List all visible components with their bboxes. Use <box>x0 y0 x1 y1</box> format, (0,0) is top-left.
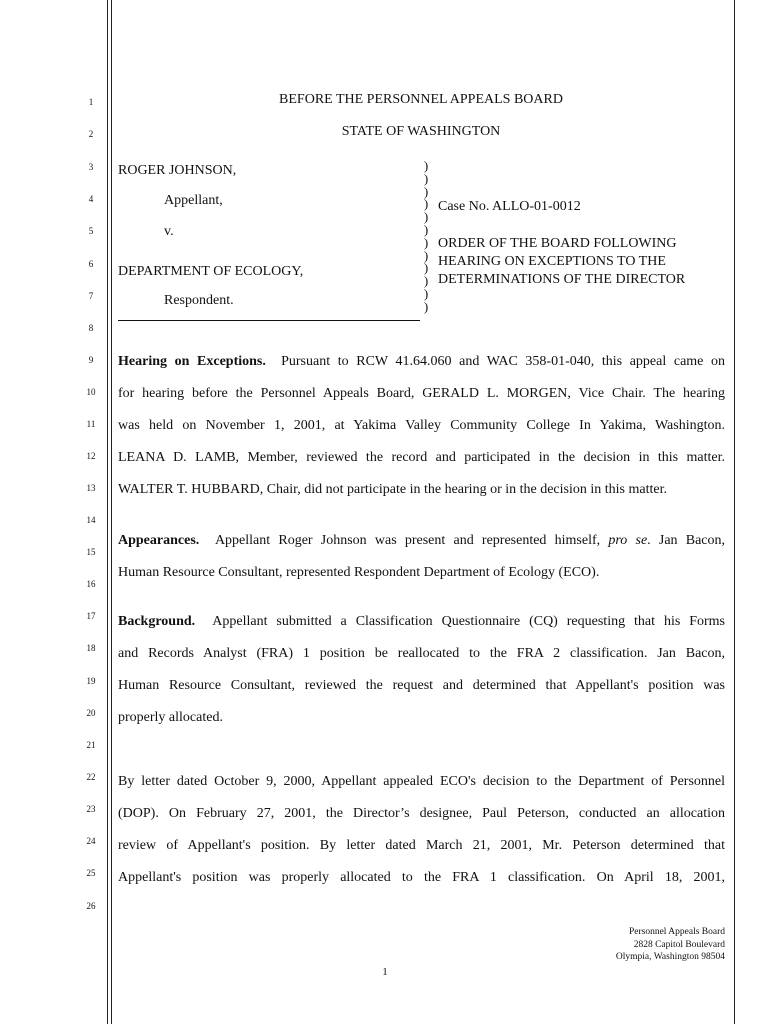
paragraph-line: Human Resource Consultant, reviewed the request and determined that Appellant's position was <box>118 678 725 693</box>
background-heading: Background. <box>118 614 196 629</box>
footer-address <box>616 926 725 964</box>
line-number: 4 <box>88 194 94 204</box>
line-number: 22 <box>86 772 96 782</box>
case-number: Case No. ALLO-01-0012 <box>438 199 581 214</box>
line-number: 6 <box>88 259 94 269</box>
appellant-role: Appellant, <box>164 193 223 208</box>
appellant-name: ROGER JOHNSON, <box>118 163 237 178</box>
order-title-line: DETERMINATIONS OF THE DIRECTOR <box>438 272 686 287</box>
line-number: 11 <box>86 419 96 429</box>
hearing-text: Pursuant to RCW 41.64.060 and WAC 358-01-040, this appeal came on <box>281 354 726 369</box>
line-number: 1 <box>88 97 94 107</box>
line-number: 17 <box>86 611 96 621</box>
line-number: 10 <box>86 387 96 397</box>
paren-mark: ) <box>423 196 429 212</box>
paren-mark: ) <box>423 209 429 225</box>
paren-mark: ) <box>423 247 429 263</box>
line-number: 14 <box>86 515 96 525</box>
respondent-name: DEPARTMENT OF ECOLOGY, <box>118 264 304 279</box>
paren-mark: ) <box>423 158 429 173</box>
paragraph-line <box>118 614 725 646</box>
footer-line: Personnel Appeals Board <box>628 927 725 937</box>
paragraph-line: properly allocated. <box>118 710 223 725</box>
line-number: 18 <box>86 643 96 653</box>
order-title-line: HEARING ON EXCEPTIONS TO THE <box>438 254 666 269</box>
left-margin-rule <box>107 0 108 1024</box>
hearing-heading: Hearing on Exceptions. <box>118 354 266 369</box>
paragraph-line: Appellant's position was properly allocated to the FRA 1 classification. On April 18, 2001, <box>118 870 725 885</box>
versus-label: v. <box>164 224 174 239</box>
caption-parentheses <box>420 160 432 314</box>
line-number: 5 <box>88 226 94 236</box>
paren-mark: ) <box>423 170 429 186</box>
paragraph-line <box>118 533 725 565</box>
line-number: 13 <box>86 483 96 493</box>
footer-line: 2828 Capitol Boulevard <box>633 939 725 950</box>
paragraph-line: LEANA D. LAMB, Member, reviewed the record and participated in the decision in this matter. <box>118 450 725 465</box>
state-title: STATE OF WASHINGTON <box>341 124 501 139</box>
appearances-text: . Jan Bacon, <box>647 533 726 548</box>
line-number: 26 <box>86 901 96 911</box>
paragraph-line: Human Resource Consultant, represented Respondent Department of Ecology (ECO). <box>118 565 600 580</box>
respondent-role: Respondent. <box>164 293 234 308</box>
appearances-heading: Appearances. <box>118 533 200 548</box>
paragraph-line: for hearing before the Personnel Appeals Board, GERALD L. MORGEN, Vice Chair. The hearing <box>118 386 725 401</box>
paren-mark: ) <box>423 221 429 237</box>
paragraph-line: By letter dated October 9, 2000, Appellant appealed ECO's decision to the Department of Personnel <box>118 774 725 789</box>
line-number: 3 <box>88 162 94 172</box>
line-number: 20 <box>86 708 96 718</box>
appearances-paragraph <box>118 533 725 597</box>
hearing-paragraph <box>118 354 725 514</box>
line-number: 2 <box>88 129 94 139</box>
background-text: Appellant submitted a Classification Questionnaire (CQ) requesting that his Forms <box>212 614 725 629</box>
line-number: 21 <box>86 740 96 750</box>
paren-mark: ) <box>423 183 429 199</box>
caption-underline <box>118 320 420 321</box>
paren-mark: ) <box>423 298 429 314</box>
paren-mark: ) <box>423 234 429 250</box>
paren-mark: ) <box>423 273 429 289</box>
left-margin-rule-inner <box>111 0 112 1024</box>
background-paragraph <box>118 614 725 742</box>
line-number: 15 <box>86 547 96 557</box>
letter-paragraph <box>118 774 725 902</box>
paragraph-line: WALTER T. HUBBARD, Chair, did not participate in the hearing or in the decision in this matter. <box>118 482 667 497</box>
line-number: 9 <box>88 355 94 365</box>
line-number: 23 <box>86 804 96 814</box>
paragraph-line: and Records Analyst (FRA) 1 position be reallocated to the FRA 2 classification. Jan Bacon, <box>118 646 725 661</box>
line-number: 7 <box>88 291 94 301</box>
board-title: BEFORE THE PERSONNEL APPEALS BOARD <box>279 92 563 107</box>
appearances-text: Appellant Roger Johnson was present and represented himself, <box>214 533 601 548</box>
line-number: 12 <box>86 451 96 461</box>
paragraph-line: review of Appellant's position. By letter dated March 21, 2001, Mr. Peterson determined that <box>118 838 725 853</box>
line-number: 25 <box>86 868 96 878</box>
paren-mark: ) <box>423 260 429 276</box>
page-number: 1 <box>382 966 388 978</box>
right-margin-rule <box>734 0 735 1024</box>
paren-mark: ) <box>423 285 429 301</box>
pro-se-text: pro se <box>608 533 648 548</box>
line-number: 8 <box>88 323 94 333</box>
paragraph-line: was held on November 1, 2001, at Yakima Valley Community College In Yakima, Washington. <box>118 418 725 433</box>
line-number: 19 <box>86 676 96 686</box>
footer-line: Olympia, Washington 98504 <box>615 952 725 962</box>
paragraph-line: (DOP). On February 27, 2001, the Director’s designee, Paul Peterson, conducted an allocation <box>118 806 725 821</box>
line-number: 24 <box>86 836 96 846</box>
order-title-line: ORDER OF THE BOARD FOLLOWING <box>438 236 677 251</box>
paragraph-line <box>118 354 725 386</box>
line-number: 16 <box>86 579 96 589</box>
